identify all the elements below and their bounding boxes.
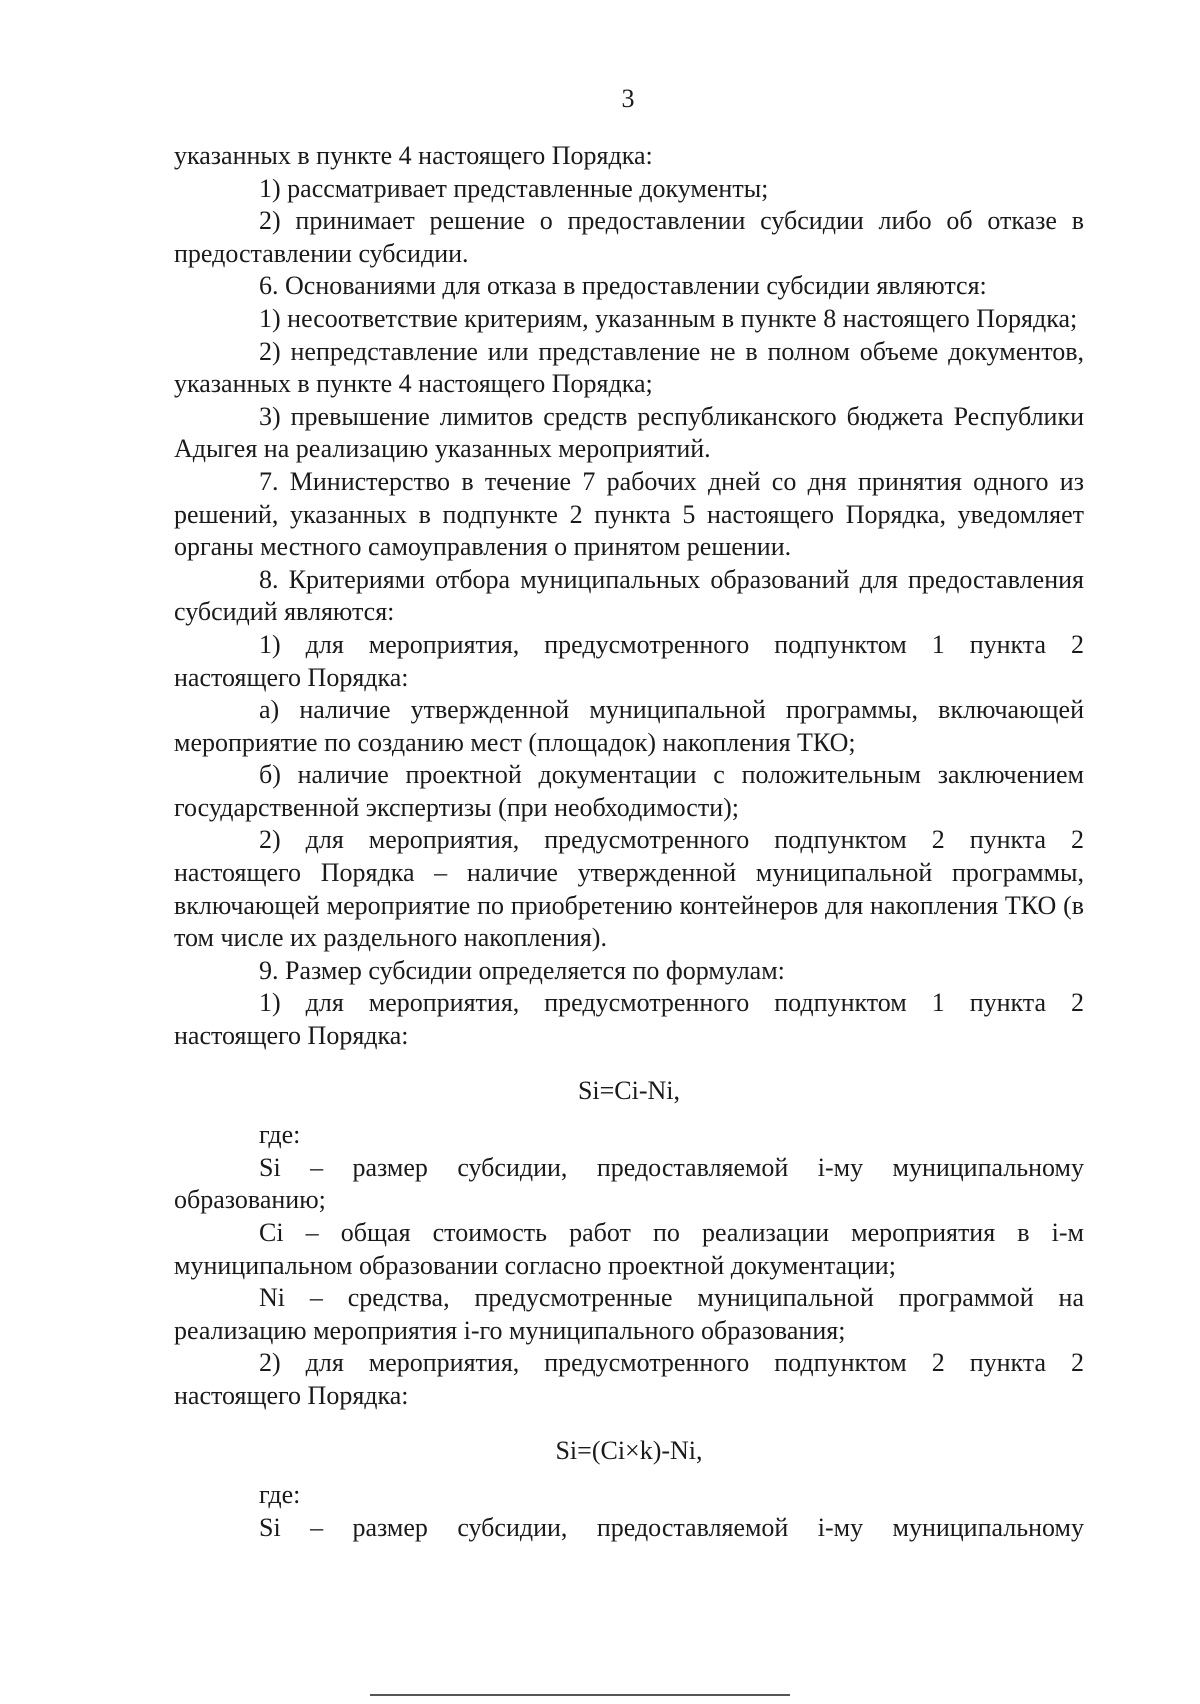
definition: Ci – общая стоимость работ по реализации мероприятия в i-м муниципальном образовании согласно проектной документации; [174, 1218, 1084, 1280]
paragraph: 6. Основаниями для отказа в предоставлении субсидии являются: [259, 271, 987, 301]
definition: Ni – средства, предусмотренные муниципальной программой на реализацию мероприятия i-го муниципального образования; [174, 1283, 1084, 1345]
paragraph: 1) рассматривает представленные документы; [259, 173, 769, 203]
page-number: 3 [621, 84, 635, 113]
where-label: где: [259, 1480, 301, 1510]
paragraph: 8. Критериями отбора муниципальных образований для предоставления субсидий являются: [174, 564, 1084, 627]
paragraph: 2) непредставление или представление не в полном объеме документов, указанных в пункте 4 настоящего Порядка; [174, 336, 1084, 399]
definition: Si – размер субсидии, предоставляемой i-му муниципальному [259, 1512, 1084, 1542]
paragraph: а) наличие утвержденной муниципальной программы, включающей мероприятие по созданию мест (площадок) накопления ТКО; [174, 695, 1084, 757]
paragraph: 9. Размер субсидии определяется по формулам: [259, 955, 785, 985]
paragraph: 1) для мероприятия, предусмотренного подпунктом 1 пункта 2 настоящего Порядка: [174, 988, 1084, 1051]
formula-1: Si=Ci-Ni, [577, 1075, 681, 1105]
definition: Si – размер субсидии, предоставляемой i-му муниципальному образованию; [174, 1152, 1084, 1215]
paragraph: 1) для мероприятия, предусмотренного подпунктом 1 пункта 2 настоящего Порядка: [174, 629, 1084, 692]
paragraph: указанных в пункте 4 настоящего Порядка: [174, 141, 653, 170]
paragraph: 2) принимает решение о предоставлении субсидии либо об отказе в предоставлении субсидии. [174, 206, 1084, 268]
where-label: где: [259, 1120, 301, 1150]
paragraph: 3) превышение лимитов средств республиканского бюджета Республики Адыгея на реализацию указанных мероприятий. [174, 401, 1084, 464]
scan-artifact [370, 1694, 790, 1696]
formula-2: Si=(Ci×k)-Ni, [555, 1435, 703, 1465]
document-body [174, 140, 1084, 1544]
paragraph: 7. Министерство в течение 7 рабочих дней со дня принятия одного из решений, указанных в подпункте 2 пункта 5 настоящего Порядка, уведомляет органы местного самоуправления о принятом решении. [174, 466, 1084, 562]
paragraph: 2) для мероприятия, предусмотренного подпунктом 2 пункта 2 настоящего Порядка – наличие утвержденной муниципальной программы, включающей мероприятие по приобретению контейнеров для накопления ТКО (в том числе их раздельного накопления). [174, 825, 1084, 953]
paragraph: 1) несоответствие критериям, указанным в пункте 8 настоящего Порядка; [259, 303, 1078, 333]
paragraph: б) наличие проектной документации с положительным заключением государственной экспертизы (при необходимости); [174, 760, 1084, 822]
paragraph: 2) для мероприятия, предусмотренного подпунктом 2 пункта 2 настоящего Порядка: [174, 1348, 1084, 1410]
